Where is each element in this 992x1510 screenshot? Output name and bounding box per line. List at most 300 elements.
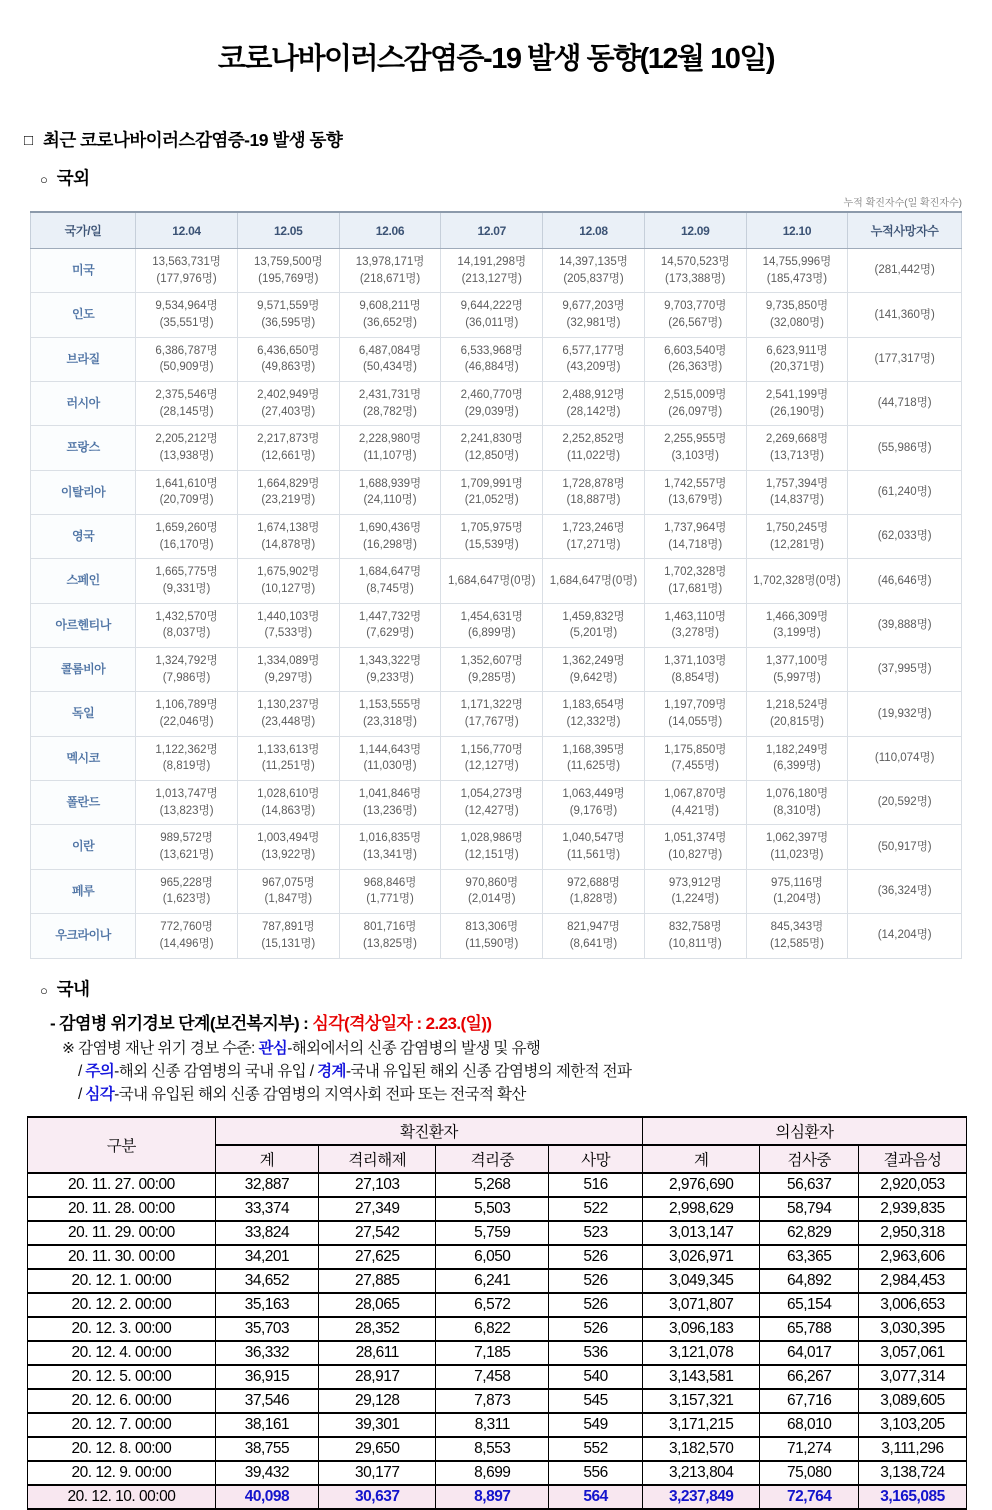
overseas-table-row: [31, 470, 962, 514]
overseas-table-body: [31, 249, 962, 959]
daily-count-cell: 1,168,395명 (11,625명): [543, 736, 645, 780]
metric-value-cell: 36,332: [215, 1341, 318, 1365]
daily-count-cell: 1,076,180명 (8,310명): [746, 781, 848, 825]
metric-value-cell: 8,897: [436, 1485, 549, 1509]
metric-value-cell: 6,572: [436, 1293, 549, 1317]
daily-count-cell: 2,255,955명 (3,103명): [644, 426, 746, 470]
daily-count-cell: 821,947명 (8,641명): [543, 914, 645, 958]
daily-count-cell: 1,175,850명 (7,455명): [644, 736, 746, 780]
daily-count-cell: 9,735,850명 (32,080명): [746, 293, 848, 337]
cumulative-deaths-cell: (39,888명): [848, 603, 962, 647]
overseas-header-country: 국가/일: [31, 212, 136, 249]
metric-value-cell: 2,920,053: [858, 1173, 966, 1197]
metric-value-cell: 7,185: [436, 1341, 549, 1365]
metric-value-cell: 3,171,215: [643, 1413, 760, 1437]
metric-value-cell: 536: [549, 1341, 643, 1365]
date-cell: 20. 12. 7. 00:00: [28, 1413, 216, 1437]
domestic-subheader-deaths: 사망: [549, 1145, 643, 1173]
country-name-cell: 폴란드: [31, 781, 136, 825]
daily-count-cell: 1,742,557명 (13,679명): [644, 470, 746, 514]
daily-count-cell: 1,675,902명 (10,127명): [237, 559, 339, 603]
daily-count-cell: 1,463,110명 (3,278명): [644, 603, 746, 647]
daily-count-cell: 1,013,747명 (13,823명): [136, 781, 238, 825]
overseas-header-deaths: 누적사망자수: [848, 212, 962, 249]
metric-value-cell: 3,026,971: [643, 1245, 760, 1269]
domestic-subheader-isolated: 격리중: [436, 1145, 549, 1173]
overseas-header-date: 12.04: [136, 212, 238, 249]
metric-value-cell: 71,274: [760, 1437, 859, 1461]
daily-count-cell: 1,197,709명 (14,055명): [644, 692, 746, 736]
alert-levels-line-2: [78, 1060, 992, 1083]
domestic-subheader-released: 격리해제: [319, 1145, 436, 1173]
daily-count-cell: 2,252,852명 (11,022명): [543, 426, 645, 470]
date-cell: 20. 11. 28. 00:00: [28, 1197, 216, 1221]
daily-count-cell: 1,324,792명 (7,986명): [136, 648, 238, 692]
daily-count-cell: 9,608,211명 (36,652명): [339, 293, 441, 337]
metric-value-cell: 523: [549, 1221, 643, 1245]
daily-count-cell: 2,205,212명 (13,938명): [136, 426, 238, 470]
daily-count-cell: 2,228,980명 (11,107명): [339, 426, 441, 470]
domestic-subheader-testing: 검사중: [760, 1145, 859, 1173]
daily-count-cell: 6,533,968명 (46,884명): [441, 337, 543, 381]
daily-count-cell: 1,690,436명 (16,298명): [339, 515, 441, 559]
metric-value-cell: 64,017: [760, 1341, 859, 1365]
daily-count-cell: 1,709,991명 (21,052명): [441, 470, 543, 514]
level-text: -국내 유입된 해외 신종 감염병의 지역사회 전파 또는 전국적 확산: [114, 1086, 526, 1103]
daily-count-cell: 989,572명 (13,621명): [136, 825, 238, 869]
metric-value-cell: 6,241: [436, 1269, 549, 1293]
country-name-cell: 러시아: [31, 382, 136, 426]
domestic-table-row: [28, 1389, 967, 1413]
metric-value-cell: 3,157,321: [643, 1389, 760, 1413]
daily-count-cell: 973,912명 (1,224명): [644, 869, 746, 913]
metric-value-cell: 564: [549, 1485, 643, 1509]
daily-count-cell: 9,644,222명 (36,011명): [441, 293, 543, 337]
overseas-heading: [40, 165, 992, 190]
overseas-header-date: 12.06: [339, 212, 441, 249]
daily-count-cell: 813,306명 (11,590명): [441, 914, 543, 958]
overseas-table-row: [31, 426, 962, 470]
cumulative-deaths-cell: (36,324명): [848, 869, 962, 913]
metric-value-cell: 38,161: [215, 1413, 318, 1437]
daily-count-cell: 1,144,643명 (11,030명): [339, 736, 441, 780]
date-cell: 20. 12. 2. 00:00: [28, 1293, 216, 1317]
date-cell: 20. 12. 3. 00:00: [28, 1317, 216, 1341]
metric-value-cell: 58,794: [760, 1197, 859, 1221]
date-cell: 20. 11. 29. 00:00: [28, 1221, 216, 1245]
overseas-header-date: 12.08: [543, 212, 645, 249]
metric-value-cell: 62,829: [760, 1221, 859, 1245]
metric-value-cell: 2,950,318: [858, 1221, 966, 1245]
metric-value-cell: 68,010: [760, 1413, 859, 1437]
daily-count-cell: 1,062,397명 (11,023명): [746, 825, 848, 869]
daily-count-cell: 14,570,523명 (173,388명): [644, 249, 746, 293]
metric-value-cell: 3,077,314: [858, 1365, 966, 1389]
daily-count-cell: 845,343명 (12,585명): [746, 914, 848, 958]
overseas-header-date: 12.10: [746, 212, 848, 249]
metric-value-cell: 56,637: [760, 1173, 859, 1197]
daily-count-cell: 1,466,309명 (3,199명): [746, 603, 848, 647]
metric-value-cell: 35,163: [215, 1293, 318, 1317]
metric-value-cell: 29,128: [319, 1389, 436, 1413]
level-text: -국내 유입된 해외 신종 감염병의 제한적 전파: [345, 1062, 632, 1080]
daily-count-cell: 1,659,260명 (16,170명): [136, 515, 238, 559]
metric-value-cell: 40,098: [215, 1485, 318, 1509]
metric-value-cell: 3,121,078: [643, 1341, 760, 1365]
daily-count-cell: 1,334,089명 (9,297명): [237, 648, 339, 692]
metric-value-cell: 30,637: [319, 1485, 436, 1509]
metric-value-cell: 67,716: [760, 1389, 859, 1413]
metric-value-cell: 3,057,061: [858, 1341, 966, 1365]
country-name-cell: 아르헨티나: [31, 603, 136, 647]
metric-value-cell: 65,788: [760, 1317, 859, 1341]
daily-count-cell: 13,978,171명 (218,671명): [339, 249, 441, 293]
metric-value-cell: 8,699: [436, 1461, 549, 1485]
metric-value-cell: 28,917: [319, 1365, 436, 1389]
level-keyword-alert: 경계: [317, 1062, 346, 1080]
metric-value-cell: 526: [549, 1317, 643, 1341]
domestic-table-row: [28, 1365, 967, 1389]
daily-count-cell: 1,432,570명 (8,037명): [136, 603, 238, 647]
daily-count-cell: 787,891명 (15,131명): [237, 914, 339, 958]
overseas-table: [30, 211, 962, 959]
daily-count-cell: 1,343,322명 (9,233명): [339, 648, 441, 692]
daily-count-cell: 1,688,939명 (24,110명): [339, 470, 441, 514]
metric-value-cell: 38,755: [215, 1437, 318, 1461]
daily-count-cell: 2,515,009명 (26,097명): [644, 382, 746, 426]
country-name-cell: 독일: [31, 692, 136, 736]
cumulative-deaths-cell: (46,646명): [848, 559, 962, 603]
daily-count-cell: 1,362,249명 (9,642명): [543, 648, 645, 692]
daily-count-cell: 1,641,610명 (20,709명): [136, 470, 238, 514]
daily-count-cell: 1,067,870명 (4,421명): [644, 781, 746, 825]
overseas-table-row: [31, 249, 962, 293]
daily-count-cell: 1,122,362명 (8,819명): [136, 736, 238, 780]
metric-value-cell: 3,165,085: [858, 1485, 966, 1509]
daily-count-cell: 14,397,135명 (205,837명): [543, 249, 645, 293]
overseas-table-row: [31, 781, 962, 825]
metric-value-cell: 540: [549, 1365, 643, 1389]
cumulative-deaths-cell: (20,592명): [848, 781, 962, 825]
crisis-alert-status: 심각(격상일자 : 2.23.(일)): [312, 1013, 492, 1033]
domestic-table-row: [28, 1485, 967, 1509]
domestic-table-row: [28, 1173, 967, 1197]
metric-value-cell: 28,611: [319, 1341, 436, 1365]
section-recent-heading: [24, 127, 992, 152]
daily-count-cell: 9,703,770명 (26,567명): [644, 293, 746, 337]
daily-count-cell: 2,241,830명 (12,850명): [441, 426, 543, 470]
daily-count-cell: 1,182,249명 (6,399명): [746, 736, 848, 780]
daily-count-cell: 1,218,524명 (20,815명): [746, 692, 848, 736]
daily-count-cell: 968,846명 (1,771명): [339, 869, 441, 913]
daily-count-cell: 1,447,732명 (7,629명): [339, 603, 441, 647]
daily-count-cell: 2,375,546명 (28,145명): [136, 382, 238, 426]
country-name-cell: 영국: [31, 515, 136, 559]
overseas-table-row: [31, 648, 962, 692]
cumulative-deaths-cell: (61,240명): [848, 470, 962, 514]
daily-count-cell: 1,377,100명 (5,997명): [746, 648, 848, 692]
domestic-header-row-groups: [28, 1117, 967, 1145]
daily-count-cell: 1,705,975명 (15,539명): [441, 515, 543, 559]
overseas-table-row: [31, 515, 962, 559]
daily-count-cell: 9,534,964명 (35,551명): [136, 293, 238, 337]
overseas-table-row: [31, 825, 962, 869]
country-name-cell: 이탈리아: [31, 470, 136, 514]
domestic-heading: [40, 976, 992, 1001]
metric-value-cell: 72,764: [760, 1485, 859, 1509]
daily-count-cell: 1,054,273명 (12,427명): [441, 781, 543, 825]
metric-value-cell: 526: [549, 1269, 643, 1293]
overseas-table-note: 누적 확진자수(일 확진자수): [843, 198, 962, 209]
metric-value-cell: 33,824: [215, 1221, 318, 1245]
date-cell: 20. 12. 9. 00:00: [28, 1461, 216, 1485]
metric-value-cell: 6,050: [436, 1245, 549, 1269]
daily-count-cell: 13,759,500명 (195,769명): [237, 249, 339, 293]
metric-value-cell: 27,625: [319, 1245, 436, 1269]
domestic-table-row: [28, 1437, 967, 1461]
daily-count-cell: 1,728,878명 (18,887명): [543, 470, 645, 514]
metric-value-cell: 32,887: [215, 1173, 318, 1197]
daily-count-cell: 1,352,607명 (9,285명): [441, 648, 543, 692]
daily-count-cell: 1,183,654명 (12,332명): [543, 692, 645, 736]
domestic-header-suspected-group: 의심환자: [643, 1117, 967, 1145]
cumulative-deaths-cell: (50,917명): [848, 825, 962, 869]
domestic-table-row: [28, 1293, 967, 1317]
metric-value-cell: 29,650: [319, 1437, 436, 1461]
alert-levels-line-1: [62, 1037, 992, 1060]
daily-count-cell: 1,459,832명 (5,201명): [543, 603, 645, 647]
daily-count-cell: 832,758명 (10,811명): [644, 914, 746, 958]
daily-count-cell: 1,028,610명 (14,863명): [237, 781, 339, 825]
country-name-cell: 브라질: [31, 337, 136, 381]
daily-count-cell: 2,217,873명 (12,661명): [237, 426, 339, 470]
metric-value-cell: 3,143,581: [643, 1365, 760, 1389]
daily-count-cell: 1,665,775명 (9,331명): [136, 559, 238, 603]
country-name-cell: 미국: [31, 249, 136, 293]
daily-count-cell: 2,488,912명 (28,142명): [543, 382, 645, 426]
daily-count-cell: 9,571,559명 (36,595명): [237, 293, 339, 337]
daily-count-cell: 1,723,246명 (17,271명): [543, 515, 645, 559]
metric-value-cell: 3,089,605: [858, 1389, 966, 1413]
cumulative-deaths-cell: (281,442명): [848, 249, 962, 293]
metric-value-cell: 63,365: [760, 1245, 859, 1269]
square-bullet-icon: □: [24, 132, 33, 149]
daily-count-cell: 6,603,540명 (26,363명): [644, 337, 746, 381]
domestic-table-row: [28, 1317, 967, 1341]
date-cell: 20. 12. 8. 00:00: [28, 1437, 216, 1461]
daily-count-cell: 1,674,138명 (14,878명): [237, 515, 339, 559]
date-cell: 20. 12. 1. 00:00: [28, 1269, 216, 1293]
crisis-alert-prefix: - 감염병 위기경보 단계(보건복지부) :: [50, 1013, 313, 1033]
cumulative-deaths-cell: (55,986명): [848, 426, 962, 470]
domestic-table-body: [28, 1173, 967, 1509]
daily-count-cell: 1,171,322명 (17,767명): [441, 692, 543, 736]
metric-value-cell: 3,213,804: [643, 1461, 760, 1485]
overseas-table-row: [31, 293, 962, 337]
country-name-cell: 인도: [31, 293, 136, 337]
daily-count-cell: 1,028,986명 (12,151명): [441, 825, 543, 869]
metric-value-cell: 3,111,296: [858, 1437, 966, 1461]
metric-value-cell: 3,013,147: [643, 1221, 760, 1245]
metric-value-cell: 3,006,653: [858, 1293, 966, 1317]
domestic-table-row: [28, 1197, 967, 1221]
metric-value-cell: 2,963,606: [858, 1245, 966, 1269]
daily-count-cell: 6,436,650명 (49,863명): [237, 337, 339, 381]
daily-count-cell: 1,106,789명 (22,046명): [136, 692, 238, 736]
section-recent-label: 최근 코로나바이러스감염증-19 발생 동향: [42, 130, 343, 150]
cumulative-deaths-cell: (37,995명): [848, 648, 962, 692]
daily-count-cell: 1,684,647명(0명): [441, 559, 543, 603]
metric-value-cell: 3,138,724: [858, 1461, 966, 1485]
cumulative-deaths-cell: (141,360명): [848, 293, 962, 337]
daily-count-cell: 972,688명 (1,828명): [543, 869, 645, 913]
daily-count-cell: 1,133,613명 (11,251명): [237, 736, 339, 780]
metric-value-cell: 526: [549, 1293, 643, 1317]
daily-count-cell: 1,702,328명 (17,681명): [644, 559, 746, 603]
metric-value-cell: 3,071,807: [643, 1293, 760, 1317]
metric-value-cell: 28,065: [319, 1293, 436, 1317]
daily-count-cell: 6,487,084명 (50,434명): [339, 337, 441, 381]
country-name-cell: 스페인: [31, 559, 136, 603]
daily-count-cell: 965,228명 (1,623명): [136, 869, 238, 913]
country-name-cell: 페루: [31, 869, 136, 913]
daily-count-cell: 2,460,770명 (29,039명): [441, 382, 543, 426]
levels-prefix: ※ 감염병 재난 위기 경보 수준:: [62, 1039, 259, 1057]
cumulative-deaths-cell: (19,932명): [848, 692, 962, 736]
metric-value-cell: 28,352: [319, 1317, 436, 1341]
daily-count-cell: 13,563,731명 (177,976명): [136, 249, 238, 293]
metric-value-cell: 2,939,835: [858, 1197, 966, 1221]
metric-value-cell: 545: [549, 1389, 643, 1413]
overseas-header-date: 12.05: [237, 212, 339, 249]
metric-value-cell: 526: [549, 1245, 643, 1269]
metric-value-cell: 64,892: [760, 1269, 859, 1293]
overseas-table-row: [31, 914, 962, 958]
metric-value-cell: 27,885: [319, 1269, 436, 1293]
daily-count-cell: 967,075명 (1,847명): [237, 869, 339, 913]
daily-count-cell: 1,041,846명 (13,236명): [339, 781, 441, 825]
metric-value-cell: 2,998,629: [643, 1197, 760, 1221]
domestic-subheader-suspected-total: 계: [643, 1145, 760, 1173]
overseas-table-row: [31, 692, 962, 736]
level-keyword-serious: 심각: [85, 1086, 115, 1103]
domestic-header-category: 구분: [28, 1117, 216, 1173]
daily-count-cell: 1,454,631명 (6,899명): [441, 603, 543, 647]
metric-value-cell: 27,349: [319, 1197, 436, 1221]
metric-value-cell: 7,873: [436, 1389, 549, 1413]
metric-value-cell: 5,503: [436, 1197, 549, 1221]
country-name-cell: 멕시코: [31, 736, 136, 780]
domestic-table-row: [28, 1461, 967, 1485]
daily-count-cell: 2,402,949명 (27,403명): [237, 382, 339, 426]
date-cell: 20. 12. 4. 00:00: [28, 1341, 216, 1365]
date-cell: 20. 12. 6. 00:00: [28, 1389, 216, 1413]
metric-value-cell: 39,432: [215, 1461, 318, 1485]
daily-count-cell: 772,760명 (14,496명): [136, 914, 238, 958]
overseas-table-row: [31, 736, 962, 780]
daily-count-cell: 1,156,770명 (12,127명): [441, 736, 543, 780]
country-name-cell: 프랑스: [31, 426, 136, 470]
level-text: -해외 신종 감염병의 국내 유입 /: [114, 1062, 318, 1080]
cumulative-deaths-cell: (110,074명): [848, 736, 962, 780]
daily-count-cell: 14,191,298명 (213,127명): [441, 249, 543, 293]
daily-count-cell: 801,716명 (13,825명): [339, 914, 441, 958]
daily-count-cell: 2,541,199명 (26,190명): [746, 382, 848, 426]
overseas-header-row: [31, 212, 962, 249]
domestic-table: [27, 1116, 967, 1510]
metric-value-cell: 30,177: [319, 1461, 436, 1485]
daily-count-cell: 1,757,394명 (14,837명): [746, 470, 848, 514]
metric-value-cell: 549: [549, 1413, 643, 1437]
overseas-table-row: [31, 559, 962, 603]
daily-count-cell: 1,737,964명 (14,718명): [644, 515, 746, 559]
daily-count-cell: 14,755,996명 (185,473명): [746, 249, 848, 293]
cumulative-deaths-cell: (14,204명): [848, 914, 962, 958]
crisis-alert-line: [50, 1009, 992, 1034]
metric-value-cell: 516: [549, 1173, 643, 1197]
metric-value-cell: 27,542: [319, 1221, 436, 1245]
date-cell: 20. 12. 5. 00:00: [28, 1365, 216, 1389]
daily-count-cell: 1,040,547명 (11,561명): [543, 825, 645, 869]
circle-bullet-icon: ○: [40, 172, 48, 187]
metric-value-cell: 66,267: [760, 1365, 859, 1389]
level-text: -해외에서의 신종 감염병의 발생 및 유행: [287, 1039, 541, 1057]
overseas-heading-label: 국외: [56, 168, 90, 188]
daily-count-cell: 9,677,203명 (32,981명): [543, 293, 645, 337]
metric-value-cell: 75,080: [760, 1461, 859, 1485]
metric-value-cell: 35,703: [215, 1317, 318, 1341]
metric-value-cell: 522: [549, 1197, 643, 1221]
domestic-table-row: [28, 1269, 967, 1293]
metric-value-cell: 5,759: [436, 1221, 549, 1245]
daily-count-cell: 1,702,328명(0명): [746, 559, 848, 603]
daily-count-cell: 1,130,237명 (23,448명): [237, 692, 339, 736]
page-title: 코로나바이러스감염증-19 발생 동향(12월 10일): [217, 43, 775, 75]
overseas-table-row: [31, 337, 962, 381]
level-keyword-caution: 주의: [85, 1062, 115, 1080]
daily-count-cell: 1,063,449명 (9,176명): [543, 781, 645, 825]
daily-count-cell: 6,577,177명 (43,209명): [543, 337, 645, 381]
daily-count-cell: 1,016,835명 (13,341명): [339, 825, 441, 869]
metric-value-cell: 5,268: [436, 1173, 549, 1197]
metric-value-cell: 552: [549, 1437, 643, 1461]
daily-count-cell: 1,003,494명 (13,922명): [237, 825, 339, 869]
domestic-header-confirmed-group: 확진환자: [215, 1117, 642, 1145]
cumulative-deaths-cell: (177,317명): [848, 337, 962, 381]
overseas-table-row: [31, 869, 962, 913]
metric-value-cell: 34,201: [215, 1245, 318, 1269]
metric-value-cell: 3,030,395: [858, 1317, 966, 1341]
date-cell: 20. 11. 27. 00:00: [28, 1173, 216, 1197]
daily-count-cell: 6,386,787명 (50,909명): [136, 337, 238, 381]
circle-bullet-icon: ○: [40, 982, 48, 998]
domestic-subheader-negative: 결과음성: [858, 1145, 966, 1173]
daily-count-cell: 975,116명 (1,204명): [746, 869, 848, 913]
date-cell: 20. 12. 10. 00:00: [28, 1485, 216, 1509]
domestic-table-row: [28, 1221, 967, 1245]
overseas-header-date: 12.09: [644, 212, 746, 249]
level-separator: /: [78, 1062, 86, 1080]
daily-count-cell: 1,440,103명 (7,533명): [237, 603, 339, 647]
metric-value-cell: 39,301: [319, 1413, 436, 1437]
cumulative-deaths-cell: (44,718명): [848, 382, 962, 426]
metric-value-cell: 36,915: [215, 1365, 318, 1389]
daily-count-cell: 6,623,911명 (20,371명): [746, 337, 848, 381]
domestic-table-row: [28, 1341, 967, 1365]
metric-value-cell: 6,822: [436, 1317, 549, 1341]
metric-value-cell: 3,103,205: [858, 1413, 966, 1437]
level-keyword-interest: 관심: [258, 1039, 288, 1057]
